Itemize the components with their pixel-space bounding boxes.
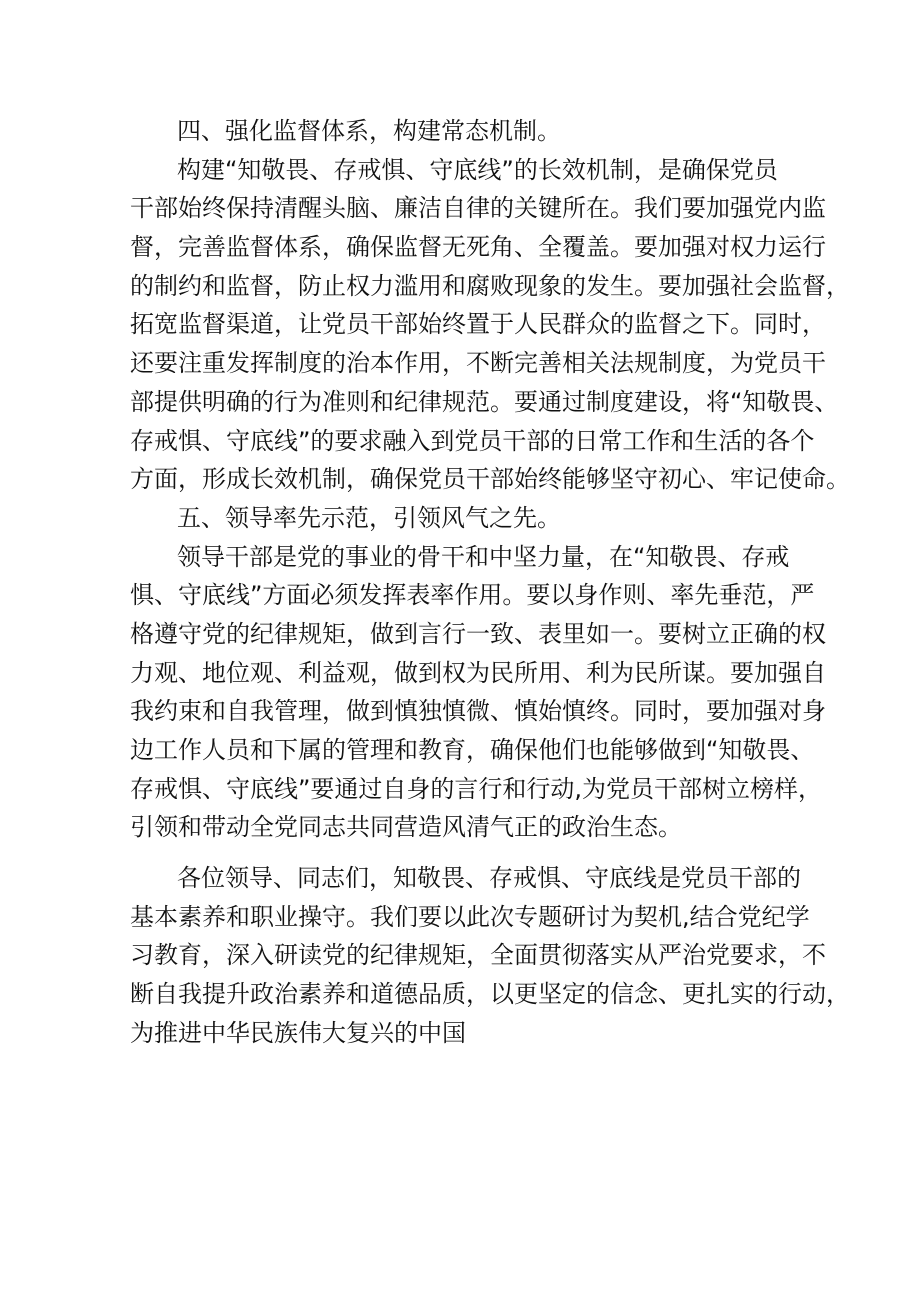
- section-heading-4: 四、强化监督体系，构建常态机制。: [177, 117, 561, 145]
- paragraph-line: 领导干部是党的事业的骨干和中坚力量，在“知敬畏、存戒: [177, 542, 790, 571]
- paragraph-line: 各位领导、同志们，知敬畏、存戒惧、守底线是党员干部的: [177, 864, 801, 893]
- paragraph-line: 习教育，深入研读党的纪律规矩，全面贯彻落实从严治党要求，不: [130, 941, 826, 970]
- paragraph-line: 方面，形成长效机制，确保党员干部始终能够坚守初心、牢记使命。: [130, 465, 850, 494]
- paragraph-line: 断自我提升政治素养和道德品质，以更坚定的信念、更扎实的行动，: [130, 980, 850, 1009]
- paragraph-line: 部提供明确的行为准则和纪律规范。要通过制度建设，将“知敬畏、: [130, 387, 839, 416]
- paragraph-line: 引领和带动全党同志共同营造风清气正的政治生态。: [130, 813, 682, 842]
- paragraph-line: 为推进中华民族伟大复兴的中国: [130, 1018, 466, 1047]
- paragraph-line: 拓宽监督渠道，让党员干部始终置于人民群众的监督之下。同时，: [130, 310, 826, 339]
- paragraph-line: 格遵守党的纪律规矩，做到言行一致、表里如一。要树立正确的权: [130, 619, 826, 648]
- paragraph-line: 边工作人员和下属的管理和教育，确保他们也能够做到“知敬畏、: [130, 736, 815, 764]
- paragraph-line: 督，完善监督体系，确保监督无死角、全覆盖。要加强对权力运行: [130, 233, 826, 262]
- paragraph-line: 存戒惧、守底线”要通过自身的言行和行动,为党员干部树立榜样，: [130, 774, 823, 803]
- paragraph-line: 力观、地位观、利益观，做到权为民所用、利为民所谋。要加强自: [130, 658, 826, 687]
- paragraph-line: 干部始终保持清醒头脑、廉洁自律的关键所在。我们要加强党内监: [130, 194, 826, 223]
- paragraph-line: 惧、守底线”方面必须发挥表率作用。要以身作则、率先垂范，严: [130, 581, 815, 610]
- paragraph-line: 构建“知敬畏、存戒惧、守底线”的长效机制，是确保党员: [177, 155, 778, 184]
- paragraph-line: 基本素养和职业操守。我们要以此次专题研讨为契机,结合党纪学: [130, 902, 810, 931]
- paragraph-line: 的制约和监督，防止权力滥用和腐败现象的发生。要加强社会监督，: [130, 271, 850, 300]
- paragraph-line: 还要注重发挥制度的治本作用，不断完善相关法规制度，为党员干: [130, 349, 826, 378]
- section-heading-5: 五、领导率先示范，引领风气之先。: [177, 503, 561, 532]
- document-body: [130, 112, 850, 1053]
- paragraph-line: 存戒惧、守底线”的要求融入到党员干部的日常工作和生活的各个: [130, 426, 815, 455]
- paragraph-line: 我约束和自我管理，做到慎独慎微、慎始慎终。同时，要加强对身: [130, 697, 826, 726]
